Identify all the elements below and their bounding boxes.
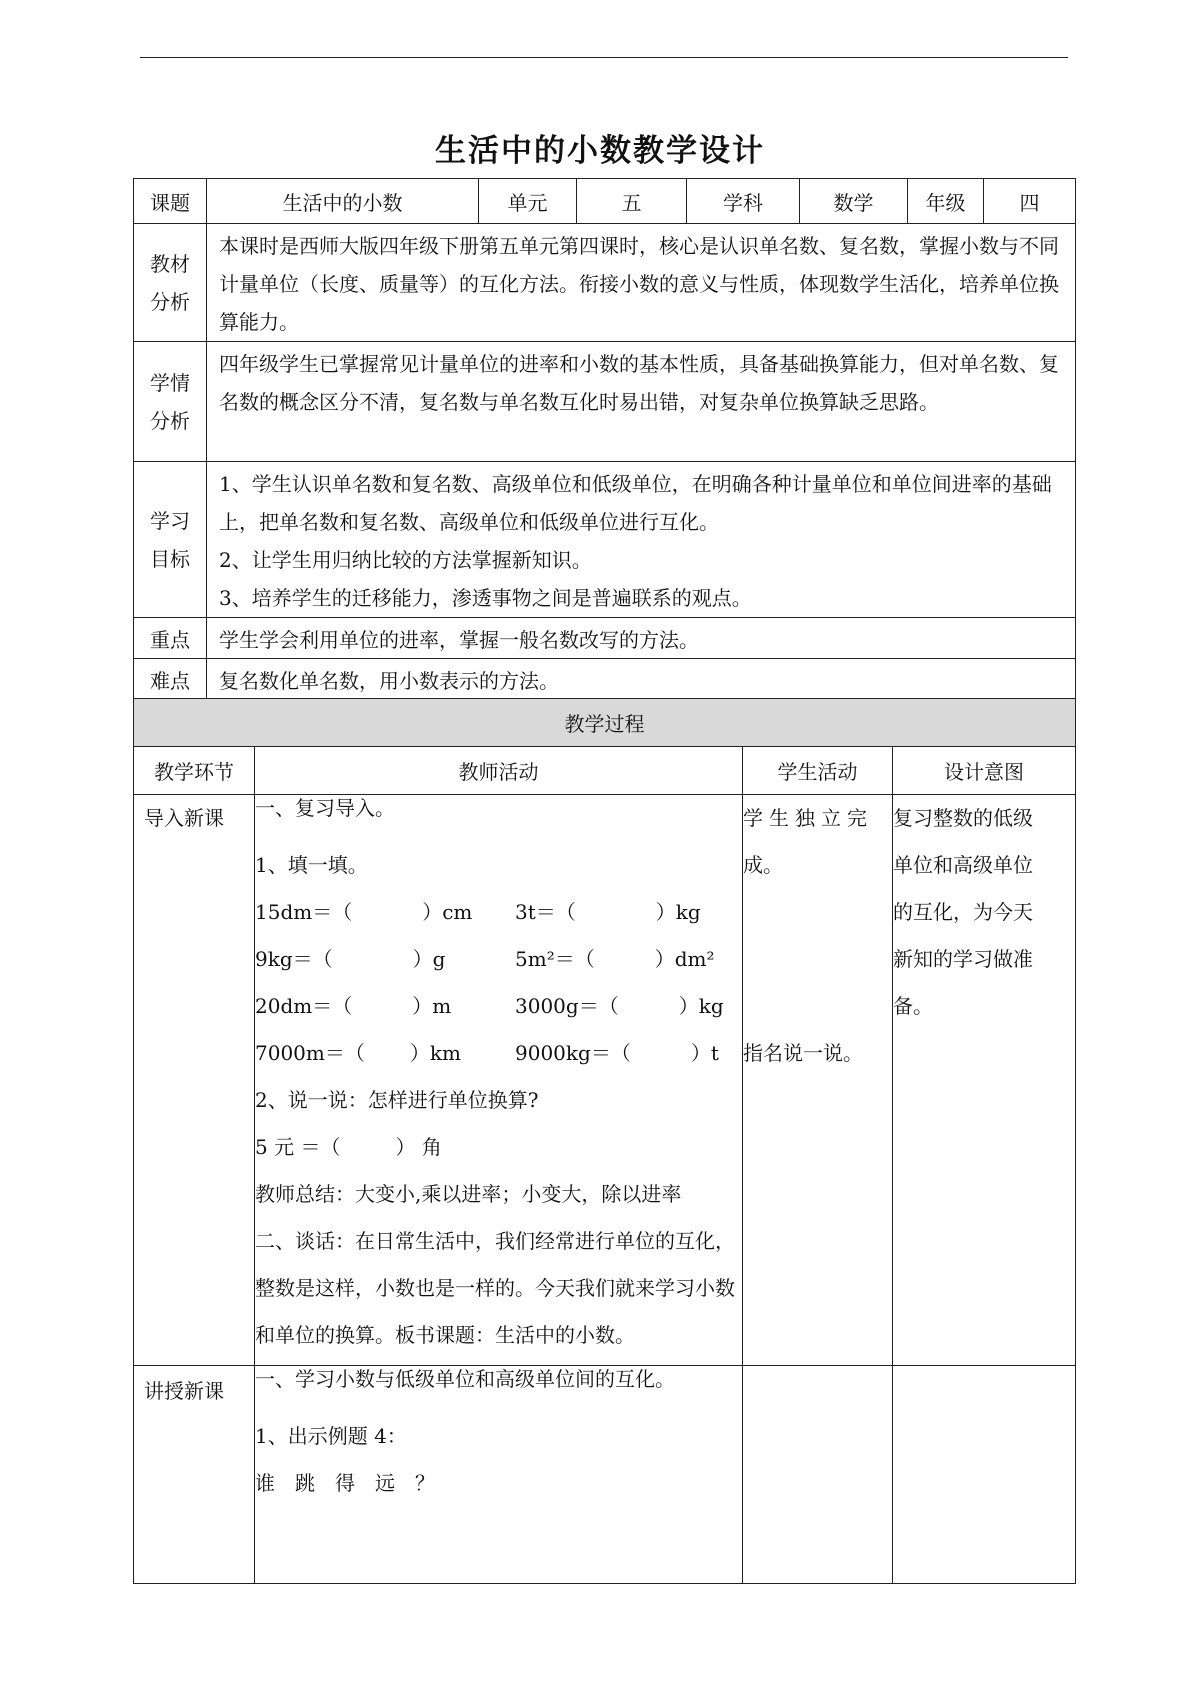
student-label: 学情 分析 xyxy=(134,342,207,462)
grade-value: 四 xyxy=(984,179,1076,224)
hard-row xyxy=(134,659,1076,700)
student-column-header: 学生活动 xyxy=(743,747,893,795)
goal-label: 学习 目标 xyxy=(134,462,207,618)
student-activity-intro: 学生独立完 成。 指名说一说。 xyxy=(743,795,893,1366)
lesson-info-table xyxy=(133,178,1076,700)
stage-new-lesson: 讲授新课 xyxy=(134,1366,255,1584)
exercise-row: 20dm＝（ ）m 3000g＝（ ）kg xyxy=(255,994,724,1018)
student-analysis: 四年级学生已掌握常见计量单位的进率和小数的基本性质，具备基础换算能力，但对单名数、复名数的概念区分不清，复名数与单名数互化时易出错，对复杂单位换算缺乏思路。 xyxy=(207,342,1076,462)
header-rule xyxy=(140,57,1068,58)
learning-goals xyxy=(207,462,1076,618)
unit-label: 单元 xyxy=(479,179,577,224)
exercise-row: 15dm＝（ ）cm 3t＝（ ）kg xyxy=(255,900,701,924)
unit-value: 五 xyxy=(577,179,687,224)
key-row xyxy=(134,618,1076,659)
subject-value: 数学 xyxy=(800,179,908,224)
goal-2: 2、让学生用归纳比较的方法掌握新知识。 xyxy=(219,548,592,572)
goal-row xyxy=(134,462,1076,618)
hard-label: 难点 xyxy=(134,659,207,700)
design-intent-intro: 复习整数的低级 单位和高级单位 的互化，为今天 新知的学习做准 备。 xyxy=(893,795,1076,1366)
teacher-activity-new: 一、学习小数与低级单位和高级单位间的互化。 1、出示例题 4： 谁跳得远？ xyxy=(255,1366,743,1584)
exercise-row: 7000m＝（ ）km 9000kg＝（ ）t xyxy=(255,1041,719,1065)
teacher-column-header: 教师活动 xyxy=(255,747,743,795)
topic-value: 生活中的小数 xyxy=(207,179,479,224)
difficult-point: 复名数化单名数，用小数表示的方法。 xyxy=(207,659,1076,700)
teacher-activity-intro: 一、复习导入。 1、填一填。 15dm＝（ ）cm 3t＝（ ）kg 9kg＝（ ）g 5m²＝（ ）dm² 20dm＝（ ）m 3000g＝（ ）kg 7000m＝（ ）km 9000kg＝（ ）t 2、说一说：怎样进行单位换算? 5 元 ＝（ ） 角 教师总结：大变小,乘以进率；小变大，除以进率 二、谈话：在日常生活中，我们经常进行单位的互化，整数是这样，小数也是一样的。今天我们就来学习小数和单位的换算。板书课题：生活中的小数。 xyxy=(255,795,743,1366)
key-point: 学生学会利用单位的进率，掌握一般名数改写的方法。 xyxy=(207,618,1076,659)
intent-column-header: 设计意图 xyxy=(893,747,1076,795)
stage-intro: 导入新课 xyxy=(134,795,255,1366)
subject-label: 学科 xyxy=(687,179,800,224)
student-activity-new xyxy=(743,1366,893,1584)
design-intent-new xyxy=(893,1366,1076,1584)
key-label: 重点 xyxy=(134,618,207,659)
grade-label: 年级 xyxy=(908,179,984,224)
material-analysis: 本课时是西师大版四年级下册第五单元第四课时，核心是认识单名数、复名数，掌握小数与不同计量单位（长度、质量等）的互化方法。衔接小数的意义与性质，体现数学生活化，培养单位换算能力。 xyxy=(207,224,1076,342)
info-row xyxy=(134,179,1076,224)
stage-column-header: 教学环节 xyxy=(134,747,255,795)
goal-3: 3、培养学生的迁移能力，渗透事物之间是普遍联系的观点。 xyxy=(219,586,752,610)
column-header-row xyxy=(134,747,1076,795)
student-row xyxy=(134,342,1076,462)
material-label: 教材 分析 xyxy=(134,224,207,342)
process-header: 教学过程 xyxy=(134,699,1076,747)
intro-row xyxy=(134,795,1076,1366)
material-row xyxy=(134,224,1076,342)
exercise-row: 9kg＝（ ）g 5m²＝（ ）dm² xyxy=(255,947,715,971)
new-lesson-row xyxy=(134,1366,1076,1584)
teaching-process-table xyxy=(133,698,1076,1584)
process-header-row xyxy=(134,699,1076,747)
goal-1: 1、学生认识单名数和复名数、高级单位和低级单位，在明确各种计量单位和单位间进率的基础上，把单名数和复名数、高级单位和低级单位进行互化。 xyxy=(219,472,1052,534)
topic-label: 课题 xyxy=(134,179,207,224)
document-title: 生活中的小数教学设计 xyxy=(435,133,765,169)
